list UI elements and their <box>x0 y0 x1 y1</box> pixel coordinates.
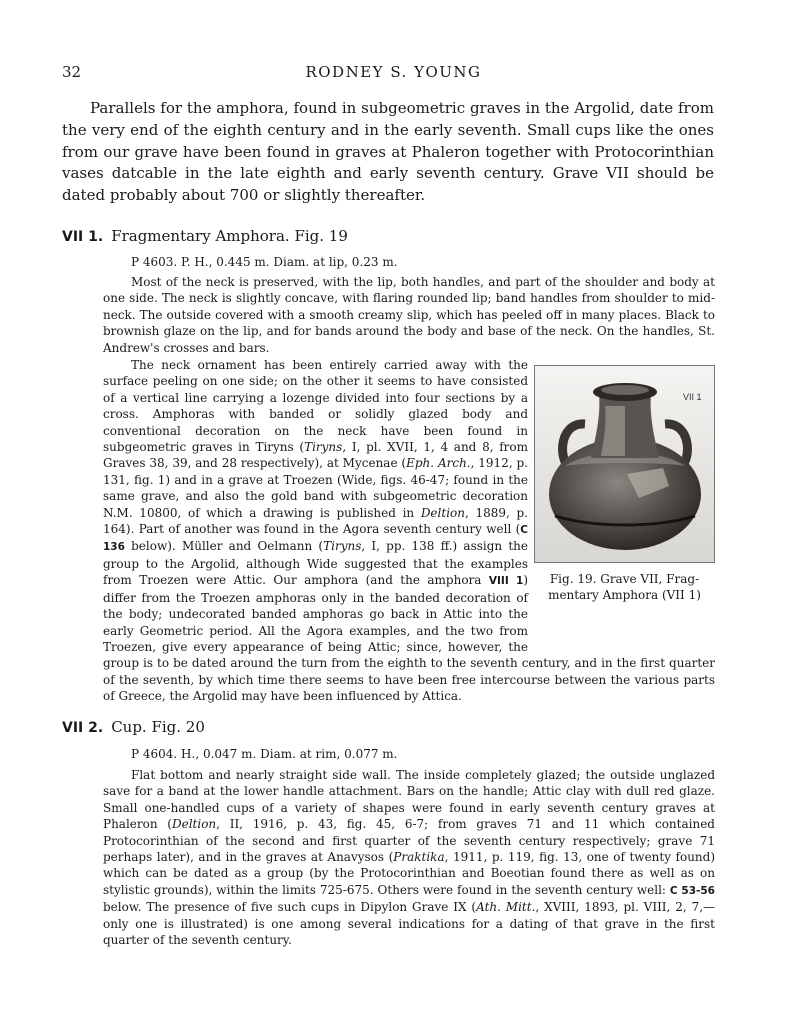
cup-description-paragraph: Flat bottom and nearly straight side wall. The inside completely glazed; the outside unglazed save for a band at the lower handle attachment. Bars on the handle; Attic clay with dull red glaze. Small one-handled cups of a variety of shapes were found in early seventh century graves at Phaleron (Deltion, II, 1916, p. 43, fig. 45, 6-7; from graves 71 and 11 which contained Protocorinthian of the second and first quarter of the seventh century respectively; grave 71 perhaps later), and in the graves at Anavysos (Praktika, 1911, p. 119, fig. 13, one of twenty found) which can be dated as a group (by the Protocorinthian and Boeotian found there as well as on stylistic grounds), within the limits 725-675. Others were found in the seventh century well: C 53-56 below. The presence of five such cups in Dipylon Grave IX (Ath. Mitt., XVIII, 1893, pl. VIII, 2, 7,—only one is illustrated) is one among several indications for a dating of that grave in the first quarter of the seventh century. <box>103 768 716 948</box>
amphora-photograph <box>534 365 715 563</box>
running-title: RODNEY S. YOUNG <box>305 63 482 81</box>
cross-reference: VIII 1 <box>488 575 524 588</box>
entry-title: Fragmentary Amphora. Fig. 19 <box>111 227 348 245</box>
amphora-illustration <box>535 366 714 562</box>
description-paragraph: Most of the neck is preserved, with the lip, both handles, and part of the shoulder and body at one side. The neck is slightly concave, with flaring rounded lip; band handles from shoulder to mid-neck. The outside covered with a smooth creamy slip, which has peeled off in many places. Black to brownish glaze on the lip, and for bands around the body and base of the neck. On the handles, St. Andrew's crosses and bars. <box>103 275 715 355</box>
entry-measurements: P 4603. P. H., 0.445 m. Diam. at lip, 0.23 m. <box>131 255 398 269</box>
entry-title: Cup. Fig. 20 <box>111 718 205 736</box>
entry-measurements: P 4604. H., 0.047 m. Diam. at rim, 0.077 m. <box>131 747 398 761</box>
cross-reference: C 53-56 <box>669 884 715 897</box>
entry-number: VII 1. <box>62 229 104 245</box>
figure-caption: Fig. 19. Grave VII, Frag- mentary Amphora (VII 1) <box>548 572 701 602</box>
entry-number: VII 2. <box>62 720 104 736</box>
entry-heading-vii-2 <box>62 718 205 736</box>
discussion-paragraph: The neck ornament has been entirely carried away with the surface peeling on one side; on the other it seems to have consisted of a vertical line carrying a lozenge divided into four sections by a cross. Amphoras with banded or solidly glazed body and conventional decoration on the neck have been found in subgeometric graves in Tiryns (Tiryns, I, pl. XVII, 1, 4 and 8, from Graves 38, 39, and 28 respectively), at Mycenae (Eph. Arch., 1912, p. 131, fig. 1) and in a grave at Troezen (Wide, figs. 46-47; found in the same grave, and also the gold band with subgeometric decoration N.M. 10800, of which a drawing is published in Deltion, 1889, p. 164). Part of another was found in the Agora seventh century well (C 136 below). Müller and Oelmann (Tiryns, I, pp. 138 ff.) assign the group to the Argolid, although Wide suggested that the examples from Troezen were Attic. Our amphora (and the amphora VIII 1) differ from the Troezen amphoras only in the banded decoration of the body; undecorated banded amphoras go back in Attic into the early Geometric period. All the Agora examples, and the two from Troezen, give every appearance of being Attic; since, however, the group is to be dated around the turn from the eighth to the seventh century, and in the first quarter of the seventh, by which time there seems to have been free intercourse between the various parts of Greece, the Argolid may have been influenced by Attica. <box>103 358 715 704</box>
figure-label: VII 1 <box>683 392 702 402</box>
intro-paragraph: Parallels for the amphora, found in subgeometric graves in the Argolid, date from the very end of the eighth century and in the early seventh. Small cups like the ones from our grave have been found in graves at Phaleron together with Protocorinthian vases datcable in the late eighth and early seventh century. Grave VII should be dated probably about 700 or slightly thereafter. <box>62 99 714 205</box>
entry-heading-vii-1 <box>62 227 348 245</box>
page-number: 32 <box>62 63 82 81</box>
cross-reference: C 136 <box>103 524 528 554</box>
